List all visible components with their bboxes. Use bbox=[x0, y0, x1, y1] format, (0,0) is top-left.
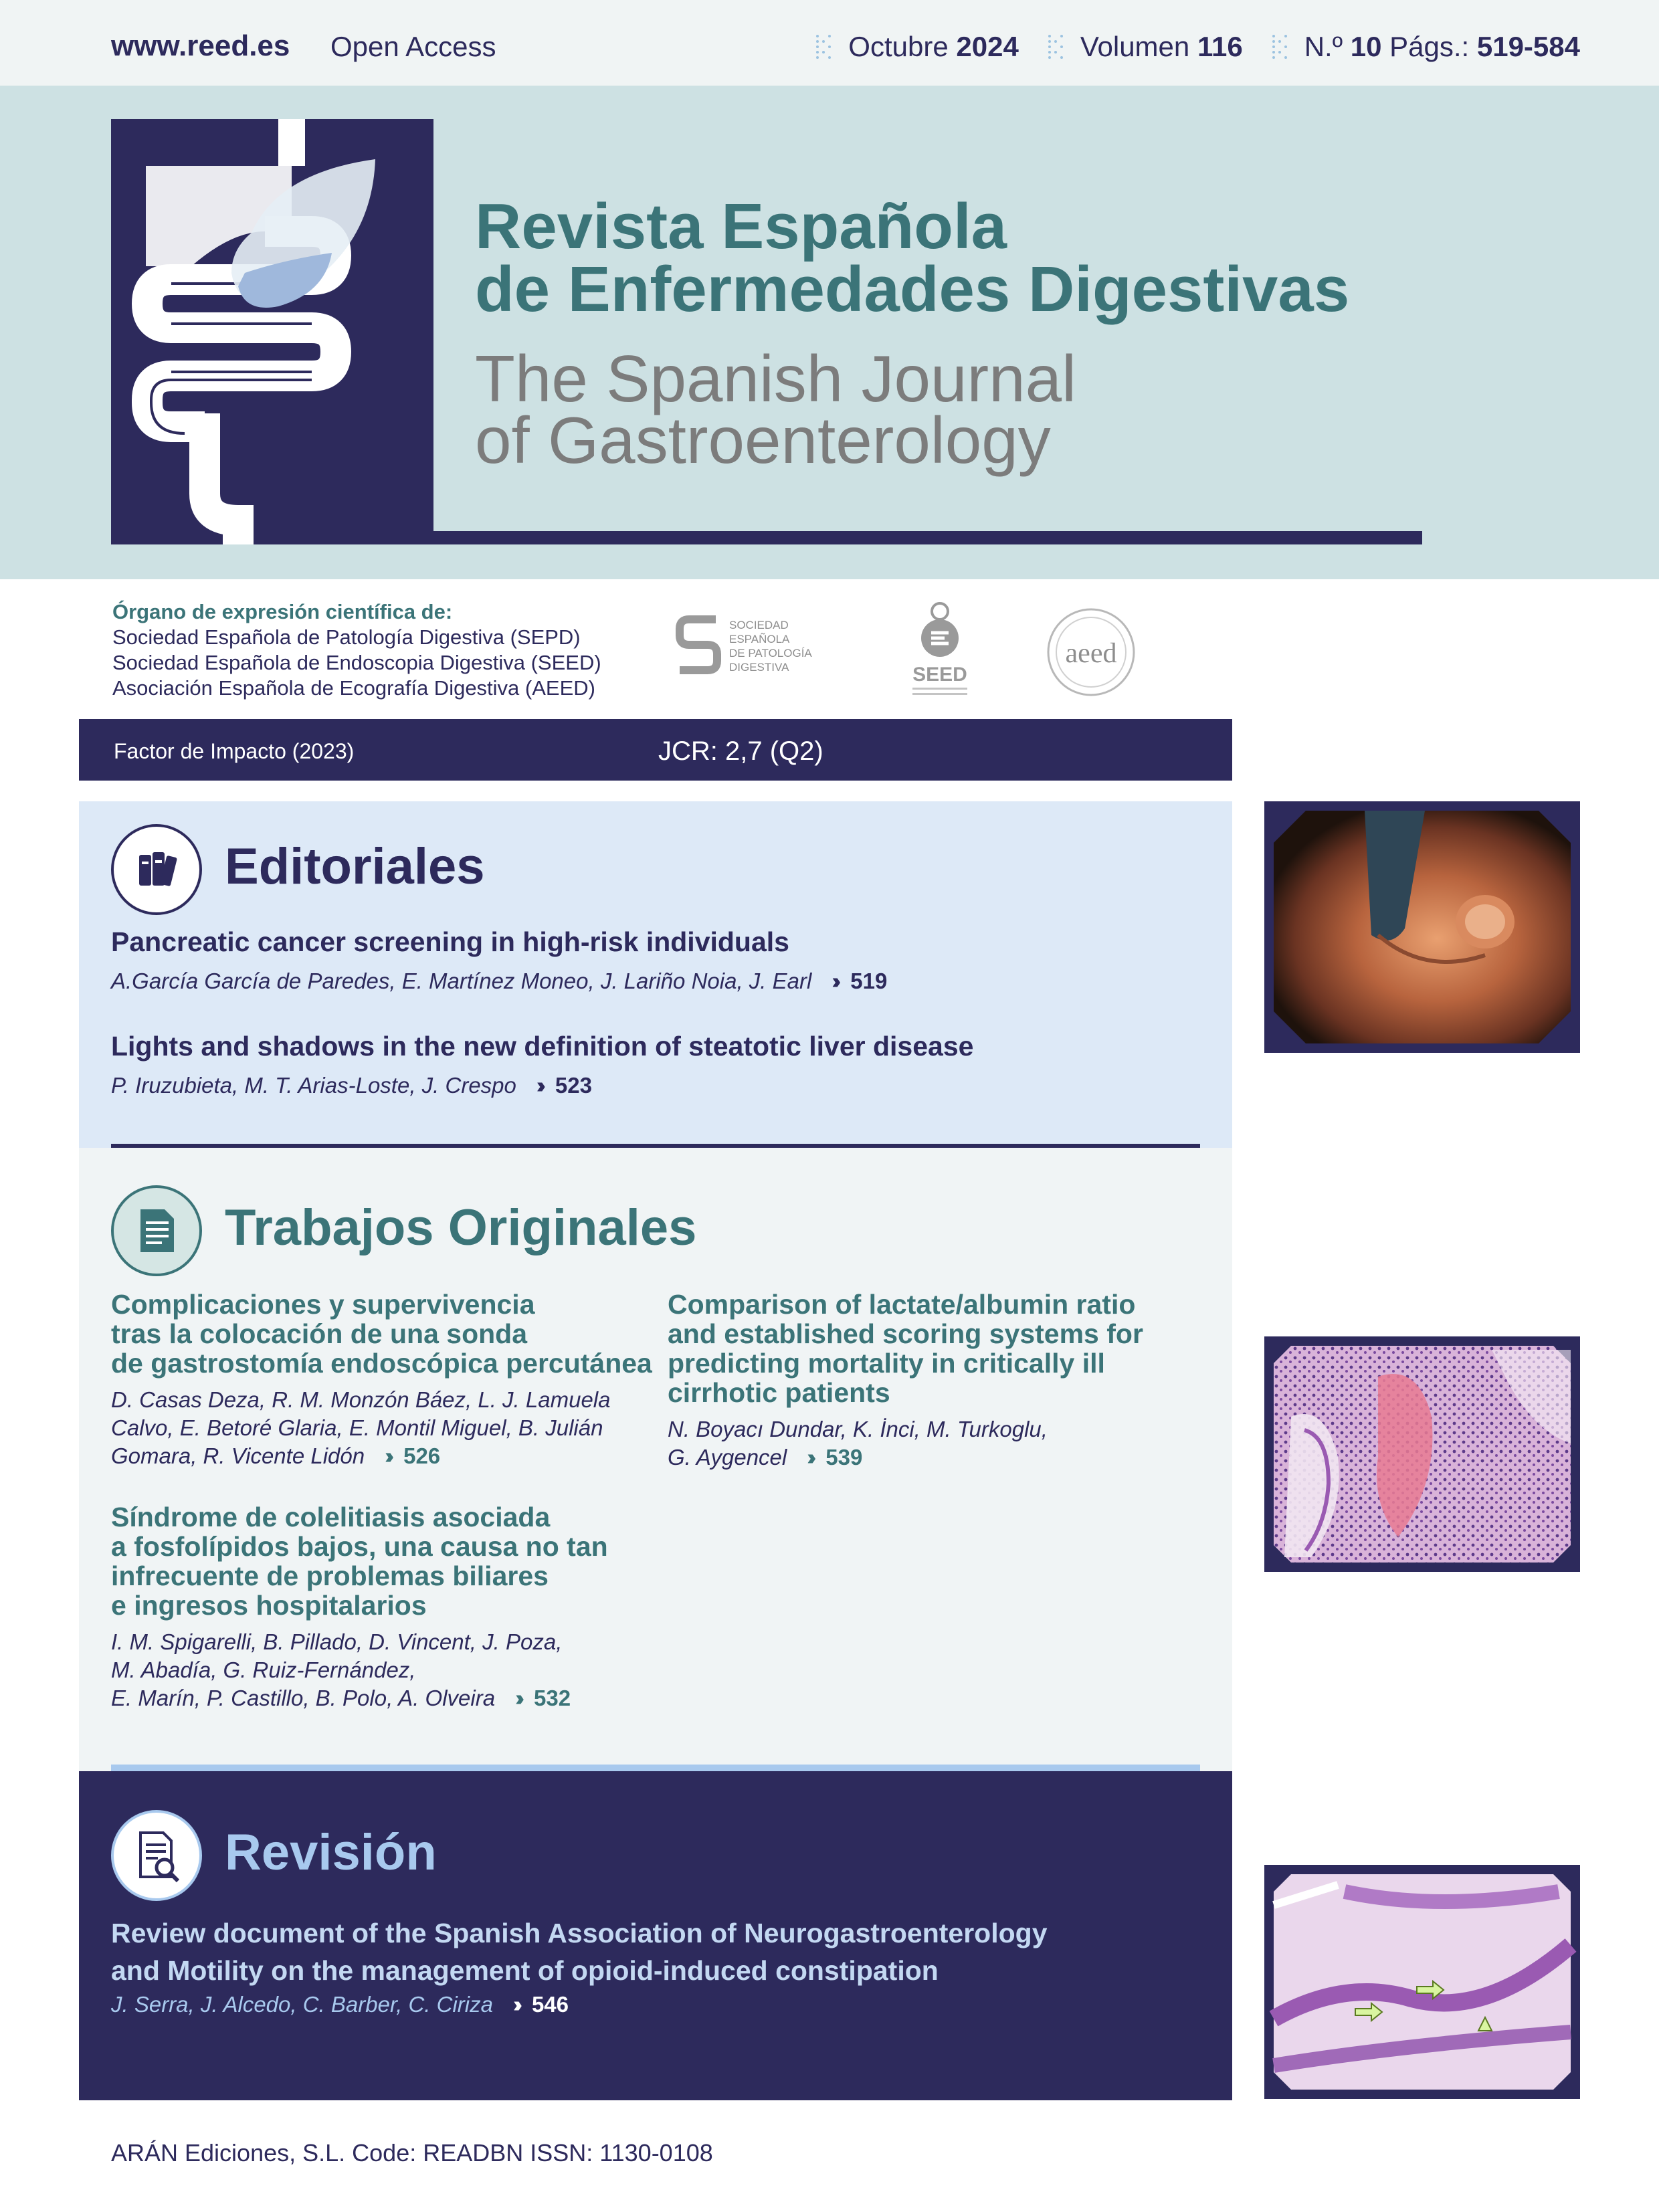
site-link[interactable]: www.reed.es bbox=[111, 29, 290, 62]
svg-text:aeed: aeed bbox=[1065, 638, 1117, 669]
impact-label: Factor de Impacto (2023) bbox=[114, 739, 355, 763]
issue-volume: Volumen 116 bbox=[1080, 31, 1243, 62]
section-heading-originales: Trabajos Originales bbox=[225, 1199, 697, 1256]
article-title[interactable]: Pancreatic cancer screening in high-risk individuals bbox=[111, 926, 789, 957]
article-title[interactable]: Lights and shadows in the new definition of steatotic liver disease bbox=[111, 1031, 974, 1062]
double-chevron-icon: ›› bbox=[385, 1443, 389, 1468]
svg-text:DIGESTIVA: DIGESTIVA bbox=[729, 661, 789, 674]
issue-meta bbox=[799, 31, 1580, 63]
article-authors: J. Serra, J. Alcedo, C. Barber, C. Ciriza ›› 546 bbox=[111, 1992, 569, 2017]
article-authors: D. Casas Deza, R. M. Monzón Báez, L. J. Lamuela Calvo, E. Betoré Glaria, E. Montil Miguel, B. Julián Gomara, R. Vicente Lidón ›› 526 bbox=[111, 1387, 611, 1468]
double-chevron-icon: ›› bbox=[512, 1992, 517, 2017]
page-number[interactable]: 532 bbox=[534, 1686, 571, 1710]
article-authors: A.García García de Paredes, E. Martínez Moneo, J. Lariño Noia, J. Earl ›› 519 bbox=[111, 969, 888, 993]
seed-logo bbox=[910, 599, 970, 700]
societies-heading: Órgano de expresión científica de: bbox=[112, 600, 453, 623]
section-heading-editoriales: Editoriales bbox=[225, 838, 485, 895]
section-divider bbox=[111, 1765, 1200, 1771]
page-number[interactable]: 526 bbox=[403, 1443, 441, 1468]
article-title[interactable]: Complicaciones y supervivencia tras la colocación de una sonda de gastrostomía endoscópica percutánea bbox=[111, 1289, 652, 1379]
publisher-footer: ARÁN Ediciones, S.L. Code: READBN ISSN: 1130-0108 bbox=[111, 2139, 713, 2167]
section-heading-revision: Revisión bbox=[225, 1824, 437, 1881]
article-authors: N. Boyacı Dundar, K. İnci, M. Turkoglu, G. Aygencel ›› 539 bbox=[668, 1417, 1048, 1470]
page-number[interactable]: 539 bbox=[825, 1445, 863, 1470]
society-line: Asociación Española de Ecografía Digestiva (AEED) bbox=[112, 676, 595, 700]
double-chevron-icon: ›› bbox=[832, 969, 836, 993]
svg-text:DE PATOLOGÍA: DE PATOLOGÍA bbox=[729, 647, 812, 660]
open-access-label: Open Access bbox=[330, 31, 496, 62]
books-icon bbox=[111, 824, 202, 915]
double-chevron-icon: ›› bbox=[515, 1686, 520, 1710]
journal-logo bbox=[111, 119, 433, 544]
page-number[interactable]: 523 bbox=[555, 1073, 592, 1098]
dot-grid-icon bbox=[816, 33, 836, 60]
article-authors: P. Iruzubieta, M. T. Arias-Loste, J. Crespo ›› 523 bbox=[111, 1073, 592, 1098]
society-line: Sociedad Española de Endoscopia Digestiva (SEED) bbox=[112, 651, 601, 674]
society-line: Sociedad Española de Patología Digestiva (SEPD) bbox=[112, 625, 581, 649]
article-title[interactable]: Síndrome de colelitiasis asociada a fosfolípidos bajos, una causa no tan infrecuente de problemas biliares e ingresos hospitalarios bbox=[111, 1502, 608, 1621]
article-authors: I. M. Spigarelli, B. Pillado, D. Vincent, J. Poza, M. Abadía, G. Ruiz-Fernández, E. Marín, P. Castillo, B. Polo, A. Olveira ›› 532 bbox=[111, 1629, 571, 1710]
svg-text:SEED: SEED bbox=[912, 664, 967, 686]
issue-number: N.º 10 Págs.: 519-584 bbox=[1304, 31, 1580, 62]
issue-month: Octubre 2024 bbox=[848, 31, 1019, 62]
sepd-logo bbox=[674, 614, 821, 688]
impact-factor-bar bbox=[79, 719, 1232, 781]
top-bar bbox=[0, 0, 1659, 86]
societies-block bbox=[112, 599, 601, 701]
document-icon bbox=[111, 1185, 202, 1276]
review-document-icon bbox=[111, 1810, 202, 1901]
journal-title-en: The Spanish Journal of Gastroenterology bbox=[475, 342, 1076, 477]
header-rule bbox=[432, 531, 1422, 544]
svg-text:SOCIEDAD: SOCIEDAD bbox=[729, 619, 789, 631]
page-number[interactable]: 546 bbox=[531, 1992, 569, 2017]
endoscopy-image bbox=[1264, 801, 1580, 1053]
article-title[interactable]: Review document of the Spanish Association of Neurogastroenterology and Motility on the management of opioid-induced constipation bbox=[111, 1918, 1048, 1986]
histology-image-1 bbox=[1264, 1336, 1580, 1572]
double-chevron-icon: ›› bbox=[807, 1445, 811, 1470]
svg-text:ESPAÑOLA: ESPAÑOLA bbox=[729, 633, 790, 645]
article-title[interactable]: Comparison of lactate/albumin ratio and established scoring systems for predicting mortality in critically ill cirrhotic patients bbox=[668, 1289, 1143, 1408]
double-chevron-icon: ›› bbox=[536, 1073, 541, 1098]
journal-title-es: Revista Española de Enfermedades Digestivas bbox=[475, 191, 1350, 325]
dot-grid-icon bbox=[1048, 33, 1068, 60]
aeed-logo bbox=[1045, 606, 1137, 698]
dot-grid-icon bbox=[1272, 33, 1292, 60]
page-number[interactable]: 519 bbox=[850, 969, 888, 993]
impact-value: JCR: 2,7 (Q2) bbox=[658, 736, 823, 766]
histology-image-2 bbox=[1264, 1865, 1580, 2099]
